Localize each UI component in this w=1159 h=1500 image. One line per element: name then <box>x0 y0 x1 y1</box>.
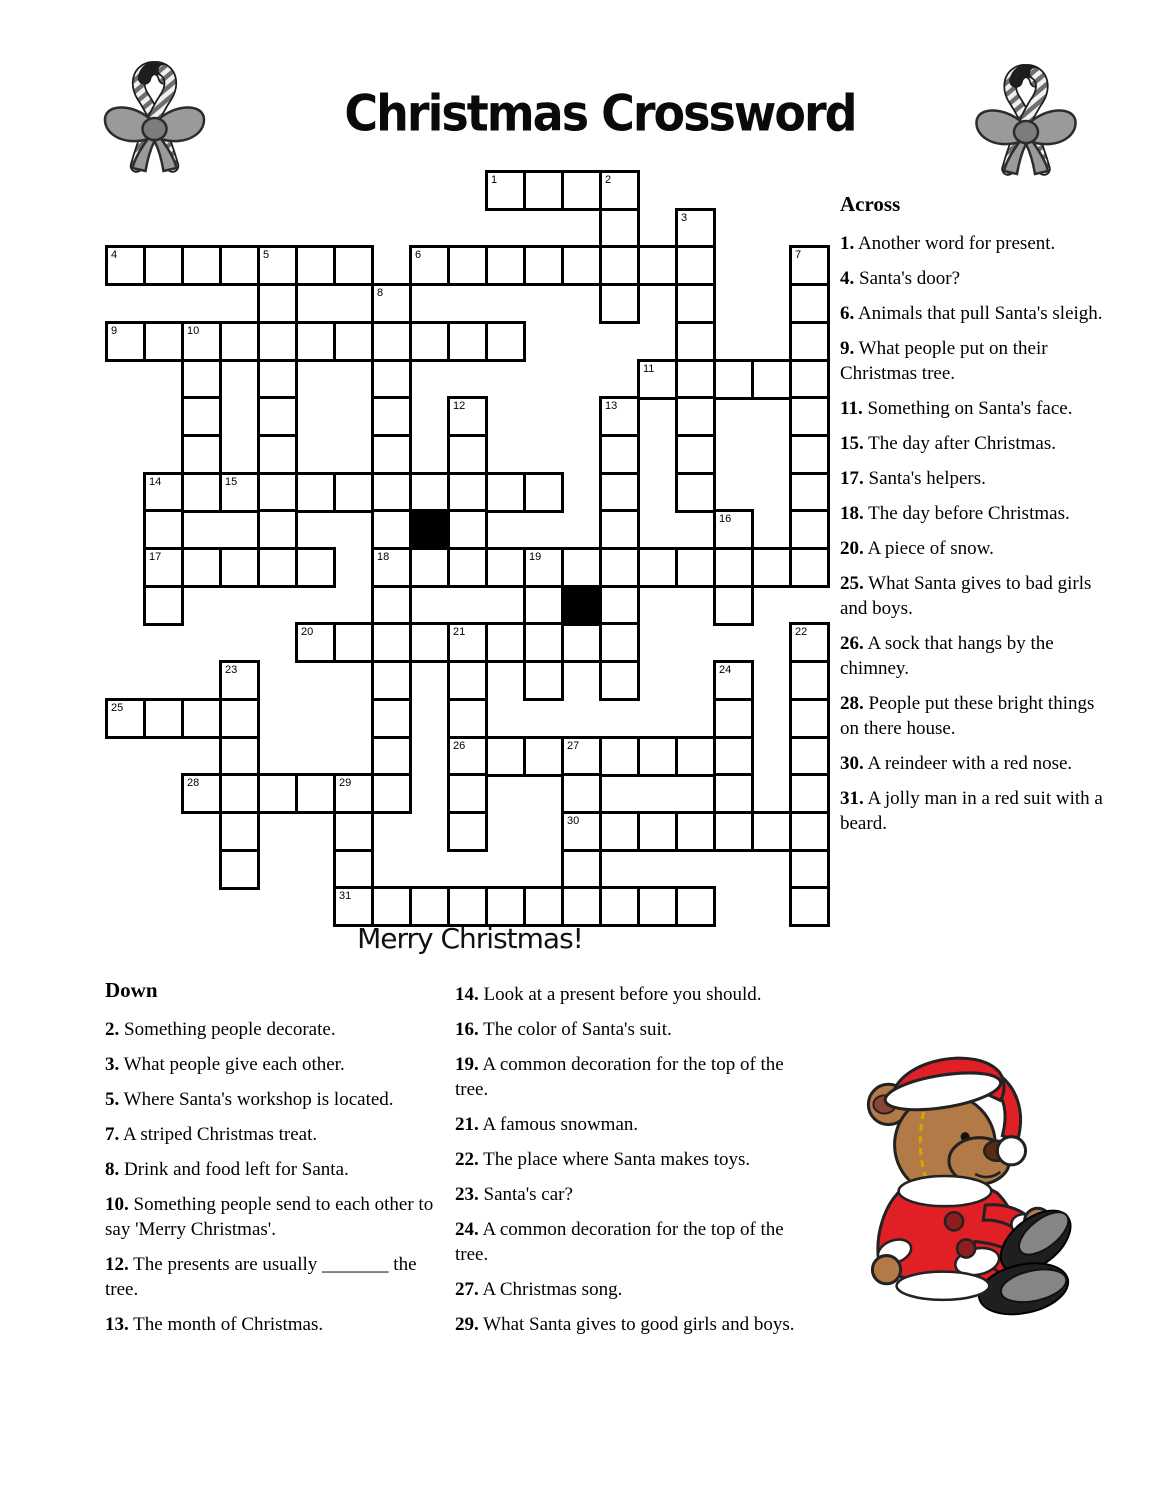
grid-cell[interactable] <box>447 811 488 852</box>
grid-cell[interactable] <box>523 660 564 701</box>
grid-cell[interactable] <box>371 736 412 777</box>
grid-cell[interactable] <box>219 547 260 588</box>
grid-cell[interactable] <box>599 736 640 777</box>
grid-cell[interactable] <box>789 509 830 550</box>
clue-number: 7. <box>105 1124 120 1145</box>
grid-cell[interactable] <box>143 698 184 739</box>
cell-number: 26 <box>453 740 466 752</box>
clue-number: 9. <box>840 338 855 359</box>
grid-cell[interactable] <box>257 321 298 362</box>
grid-cell[interactable] <box>143 509 184 550</box>
grid-cell[interactable] <box>371 660 412 701</box>
grid-cell[interactable] <box>257 773 298 814</box>
clue-13: 13. The month of Christmas. <box>105 1314 324 1335</box>
grid-cell[interactable] <box>789 359 830 400</box>
grid-cell[interactable] <box>789 660 830 701</box>
grid-cell[interactable] <box>599 622 640 663</box>
cell-number: 24 <box>719 664 732 676</box>
grid-cell[interactable] <box>751 811 792 852</box>
clue-number: 20. <box>840 538 864 559</box>
clue-4: 4. Santa's door? <box>840 268 961 289</box>
grid-cell[interactable] <box>637 736 678 777</box>
grid-cell[interactable] <box>599 509 640 550</box>
clue-19: 19. A common decoration for the top of the tree. <box>455 1054 784 1100</box>
grid-cell[interactable] <box>447 622 488 663</box>
clue-number: 27. <box>455 1279 479 1300</box>
grid-cell[interactable] <box>789 698 830 739</box>
clue-number: 4. <box>840 268 855 289</box>
grid-cell[interactable] <box>789 321 830 362</box>
grid-cell[interactable] <box>105 698 146 739</box>
grid-cell[interactable] <box>789 736 830 777</box>
grid-cell[interactable] <box>371 773 412 814</box>
black-cell <box>561 585 602 626</box>
grid-cell[interactable] <box>333 245 374 286</box>
grid-cell[interactable] <box>257 359 298 400</box>
grid-cell[interactable] <box>219 472 260 513</box>
clue-number: 31. <box>840 788 864 809</box>
grid-cell[interactable] <box>599 396 640 437</box>
grid-cell[interactable] <box>181 359 222 400</box>
grid-cell[interactable] <box>295 245 336 286</box>
grid-cell[interactable] <box>789 283 830 324</box>
grid-cell[interactable] <box>219 245 260 286</box>
grid-cell[interactable] <box>675 472 716 513</box>
grid-cell[interactable] <box>523 245 564 286</box>
cell-number: 21 <box>453 626 466 638</box>
clue-number: 28. <box>840 693 864 714</box>
page-title: Christmas Crossword <box>344 83 856 143</box>
cell-number: 2 <box>605 174 612 186</box>
clue-6: 6. Animals that pull Santa's sleigh. <box>840 303 1103 324</box>
cell-number: 22 <box>795 626 808 638</box>
cell-number: 23 <box>225 664 238 676</box>
grid-cell[interactable] <box>447 321 488 362</box>
cell-number: 9 <box>111 325 118 337</box>
merry-christmas-text: Merry Christmas! <box>357 922 583 955</box>
grid-cell[interactable] <box>333 886 374 927</box>
grid-cell[interactable] <box>485 472 526 513</box>
cell-number: 7 <box>795 249 802 261</box>
grid-cell[interactable] <box>523 472 564 513</box>
grid-cell[interactable] <box>219 321 260 362</box>
grid-cell[interactable] <box>447 886 488 927</box>
down-clue-list-continued <box>455 982 813 1337</box>
grid-cell[interactable] <box>485 547 526 588</box>
clue-31: 31. A jolly man in a red suit with a beard. <box>840 788 1103 834</box>
down-clue-list <box>105 1017 453 1337</box>
grid-cell[interactable] <box>599 472 640 513</box>
grid-cell[interactable] <box>181 698 222 739</box>
cell-number: 25 <box>111 702 124 714</box>
cell-number: 1 <box>491 174 498 186</box>
grid-cell[interactable] <box>257 472 298 513</box>
grid-cell[interactable] <box>599 547 640 588</box>
grid-cell[interactable] <box>447 434 488 475</box>
grid-cell[interactable] <box>599 660 640 701</box>
clue-26: 26. A sock that hangs by the chimney. <box>840 633 1054 679</box>
grid-cell[interactable] <box>485 245 526 286</box>
grid-cell[interactable] <box>181 547 222 588</box>
grid-cell[interactable] <box>599 245 640 286</box>
grid-cell[interactable] <box>371 359 412 400</box>
grid-cell[interactable] <box>523 170 564 211</box>
cell-number: 17 <box>149 551 162 563</box>
grid-cell[interactable] <box>181 245 222 286</box>
grid-cell[interactable] <box>789 622 830 663</box>
clue-30: 30. A reindeer with a red nose. <box>840 753 1073 774</box>
grid-cell[interactable] <box>675 283 716 324</box>
grid-cell[interactable] <box>789 396 830 437</box>
grid-cell[interactable] <box>295 622 336 663</box>
grid-cell[interactable] <box>447 547 488 588</box>
clue-24: 24. A common decoration for the top of the tree. <box>455 1219 784 1265</box>
clue-11: 11. Something on Santa's face. <box>840 398 1073 419</box>
cell-number: 3 <box>681 212 688 224</box>
grid-cell[interactable] <box>561 170 602 211</box>
grid-cell[interactable] <box>219 849 260 890</box>
across-clue-list <box>840 231 1118 836</box>
grid-cell[interactable] <box>257 434 298 475</box>
crossword-grid <box>105 170 831 934</box>
grid-cell[interactable] <box>143 472 184 513</box>
clue-16: 16. The color of Santa's suit. <box>455 1019 672 1040</box>
grid-cell[interactable] <box>561 547 602 588</box>
grid-cell[interactable] <box>333 472 374 513</box>
across-heading: Across <box>840 192 901 216</box>
grid-cell[interactable] <box>447 736 488 777</box>
santa-teddy-bear-illustration <box>826 1044 1078 1316</box>
clue-number: 30. <box>840 753 864 774</box>
grid-cell[interactable] <box>713 660 754 701</box>
grid-cell[interactable] <box>599 283 640 324</box>
grid-cell[interactable] <box>675 359 716 400</box>
grid-cell[interactable] <box>219 811 260 852</box>
grid-cell[interactable] <box>485 886 526 927</box>
grid-cell[interactable] <box>371 472 412 513</box>
clue-number: 6. <box>840 303 855 324</box>
clue-number: 11. <box>840 398 863 419</box>
clue-number: 14. <box>455 984 479 1005</box>
grid-cell[interactable] <box>637 547 678 588</box>
grid-cell[interactable] <box>789 434 830 475</box>
grid-cell[interactable] <box>561 245 602 286</box>
grid-cell[interactable] <box>637 245 678 286</box>
grid-cell[interactable] <box>295 773 336 814</box>
clue-5: 5. Where Santa's workshop is located. <box>105 1089 394 1110</box>
clue-number: 21. <box>455 1114 479 1135</box>
clue-number: 15. <box>840 433 864 454</box>
grid-cell[interactable] <box>143 245 184 286</box>
cell-number: 15 <box>225 476 238 488</box>
grid-cell[interactable] <box>257 396 298 437</box>
grid-cell[interactable] <box>485 170 526 211</box>
grid-cell[interactable] <box>485 736 526 777</box>
candy-canes-with-bow-icon <box>966 55 1086 180</box>
grid-cell[interactable] <box>637 359 678 400</box>
grid-cell[interactable] <box>371 547 412 588</box>
grid-cell[interactable] <box>371 509 412 550</box>
grid-cell[interactable] <box>409 547 450 588</box>
grid-cell[interactable] <box>371 585 412 626</box>
grid-cell[interactable] <box>143 585 184 626</box>
clue-28: 28. People put these bright things on there house. <box>840 693 1095 739</box>
grid-cell[interactable] <box>409 886 450 927</box>
clue-25: 25. What Santa gives to bad girls and boys. <box>840 573 1092 619</box>
grid-cell[interactable] <box>751 547 792 588</box>
clue-21: 21. A famous snowman. <box>455 1114 639 1135</box>
grid-cell[interactable] <box>599 434 640 475</box>
cell-number: 14 <box>149 476 162 488</box>
grid-cell[interactable] <box>561 773 602 814</box>
grid-cell[interactable] <box>523 585 564 626</box>
grid-cell[interactable] <box>371 698 412 739</box>
grid-cell[interactable] <box>485 321 526 362</box>
grid-cell[interactable] <box>447 245 488 286</box>
grid-cell[interactable] <box>675 434 716 475</box>
down-heading: Down <box>105 978 158 1002</box>
cell-number: 30 <box>567 815 580 827</box>
grid-cell[interactable] <box>789 773 830 814</box>
grid-cell[interactable] <box>295 472 336 513</box>
clue-number: 24. <box>455 1219 479 1240</box>
grid-cell[interactable] <box>295 321 336 362</box>
grid-cell[interactable] <box>675 245 716 286</box>
clue-3: 3. What people give each other. <box>105 1054 345 1075</box>
grid-cell[interactable] <box>371 434 412 475</box>
clue-14: 14. Look at a present before you should. <box>455 984 762 1005</box>
grid-cell[interactable] <box>789 472 830 513</box>
clue-number: 5. <box>105 1089 120 1110</box>
clue-23: 23. Santa's car? <box>455 1184 573 1205</box>
grid-cell[interactable] <box>789 886 830 927</box>
grid-cell[interactable] <box>599 170 640 211</box>
grid-cell[interactable] <box>789 547 830 588</box>
grid-cell[interactable] <box>637 886 678 927</box>
grid-cell[interactable] <box>599 886 640 927</box>
candy-canes-with-bow-icon <box>92 52 217 177</box>
grid-cell[interactable] <box>371 622 412 663</box>
grid-cell[interactable] <box>333 622 374 663</box>
grid-cell[interactable] <box>561 622 602 663</box>
grid-cell[interactable] <box>257 245 298 286</box>
grid-cell[interactable] <box>447 698 488 739</box>
cell-number: 5 <box>263 249 270 261</box>
clue-number: 8. <box>105 1159 120 1180</box>
clue-27: 27. A Christmas song. <box>455 1279 623 1300</box>
grid-cell[interactable] <box>143 547 184 588</box>
grid-cell[interactable] <box>675 736 716 777</box>
clue-15: 15. The day after Christmas. <box>840 433 1056 454</box>
clue-number: 13. <box>105 1314 129 1335</box>
clue-9: 9. What people put on their Christmas tree. <box>840 338 1048 384</box>
grid-cell[interactable] <box>181 773 222 814</box>
grid-cell[interactable] <box>447 472 488 513</box>
grid-cell[interactable] <box>599 585 640 626</box>
clue-number: 12. <box>105 1254 129 1275</box>
grid-cell[interactable] <box>371 396 412 437</box>
grid-cell[interactable] <box>143 321 184 362</box>
grid-cell[interactable] <box>713 509 754 550</box>
grid-cell[interactable] <box>675 886 716 927</box>
cell-number: 19 <box>529 551 542 563</box>
clue-number: 25. <box>840 573 864 594</box>
clue-18: 18. The day before Christmas. <box>840 503 1070 524</box>
grid-cell[interactable] <box>409 622 450 663</box>
cell-number: 29 <box>339 777 352 789</box>
grid-cell[interactable] <box>447 660 488 701</box>
grid-cell[interactable] <box>409 472 450 513</box>
clue-12: 12. The presents are usually _______ the tree. <box>105 1254 417 1300</box>
clue-number: 22. <box>455 1149 479 1170</box>
grid-cell[interactable] <box>181 434 222 475</box>
grid-cell[interactable] <box>713 547 754 588</box>
clue-number: 18. <box>840 503 864 524</box>
grid-cell[interactable] <box>105 321 146 362</box>
clue-number: 23. <box>455 1184 479 1205</box>
grid-cell[interactable] <box>333 849 374 890</box>
grid-cell[interactable] <box>561 886 602 927</box>
clue-10: 10. Something people send to each other to say 'Merry Christmas'. <box>105 1194 434 1240</box>
grid-cell[interactable] <box>523 622 564 663</box>
grid-cell[interactable] <box>713 811 754 852</box>
clue-number: 1. <box>840 233 855 254</box>
cell-number: 20 <box>301 626 314 638</box>
grid-cell[interactable] <box>599 811 640 852</box>
clue-number: 26. <box>840 633 864 654</box>
clue-17: 17. Santa's helpers. <box>840 468 986 489</box>
grid-cell[interactable] <box>219 698 260 739</box>
clue-22: 22. The place where Santa makes toys. <box>455 1149 751 1170</box>
cell-number: 4 <box>111 249 118 261</box>
cell-number: 6 <box>415 249 422 261</box>
across-clues-section <box>840 192 1118 846</box>
grid-cell[interactable] <box>105 245 146 286</box>
clue-number: 19. <box>455 1054 479 1075</box>
grid-cell[interactable] <box>295 547 336 588</box>
cell-number: 16 <box>719 513 732 525</box>
clue-29: 29. What Santa gives to good girls and boys. <box>455 1314 795 1335</box>
grid-cell[interactable] <box>789 811 830 852</box>
grid-cell[interactable] <box>371 283 412 324</box>
grid-cell[interactable] <box>181 396 222 437</box>
grid-cell[interactable] <box>713 359 754 400</box>
clue-20: 20. A piece of snow. <box>840 538 994 559</box>
grid-cell[interactable] <box>219 660 260 701</box>
grid-cell[interactable] <box>447 509 488 550</box>
grid-cell[interactable] <box>675 547 716 588</box>
grid-cell[interactable] <box>181 472 222 513</box>
grid-cell[interactable] <box>789 245 830 286</box>
grid-cell[interactable] <box>257 509 298 550</box>
grid-cell[interactable] <box>675 396 716 437</box>
grid-cell[interactable] <box>447 396 488 437</box>
grid-cell[interactable] <box>675 321 716 362</box>
grid-cell[interactable] <box>675 208 716 249</box>
grid-cell[interactable] <box>713 585 754 626</box>
grid-cell[interactable] <box>599 208 640 249</box>
grid-cell[interactable] <box>409 321 450 362</box>
clue-2: 2. Something people decorate. <box>105 1019 336 1040</box>
grid-cell[interactable] <box>219 736 260 777</box>
grid-cell[interactable] <box>561 811 602 852</box>
clue-number: 17. <box>840 468 864 489</box>
grid-cell[interactable] <box>523 736 564 777</box>
grid-cell[interactable] <box>371 321 412 362</box>
grid-cell[interactable] <box>257 283 298 324</box>
clue-number: 10. <box>105 1194 129 1215</box>
down-clues-continued-section <box>455 982 813 1347</box>
cell-number: 10 <box>187 325 200 337</box>
grid-cell[interactable] <box>523 547 564 588</box>
clue-8: 8. Drink and food left for Santa. <box>105 1159 349 1180</box>
grid-cell[interactable] <box>333 321 374 362</box>
grid-cell[interactable] <box>333 773 374 814</box>
cell-number: 31 <box>339 890 352 902</box>
cell-number: 28 <box>187 777 200 789</box>
clue-number: 2. <box>105 1019 120 1040</box>
clue-7: 7. A striped Christmas treat. <box>105 1124 318 1145</box>
grid-cell[interactable] <box>523 886 564 927</box>
grid-cell[interactable] <box>485 622 526 663</box>
clue-number: 29. <box>455 1314 479 1335</box>
clue-1: 1. Another word for present. <box>840 233 1056 254</box>
down-clues-section <box>105 978 453 1347</box>
grid-cell[interactable] <box>447 773 488 814</box>
cell-number: 12 <box>453 400 466 412</box>
cell-number: 11 <box>643 363 655 375</box>
grid-cell[interactable] <box>637 811 678 852</box>
grid-cell[interactable] <box>713 773 754 814</box>
grid-cell[interactable] <box>675 811 716 852</box>
grid-cell[interactable] <box>219 773 260 814</box>
clue-number: 16. <box>455 1019 479 1040</box>
grid-cell[interactable] <box>181 321 222 362</box>
grid-cell[interactable] <box>333 811 374 852</box>
clue-number: 3. <box>105 1054 120 1075</box>
grid-cell[interactable] <box>561 849 602 890</box>
black-cell <box>409 509 450 550</box>
grid-cell[interactable] <box>371 886 412 927</box>
grid-cell[interactable] <box>409 245 450 286</box>
cell-number: 8 <box>377 287 384 299</box>
cell-number: 13 <box>605 400 618 412</box>
cell-number: 18 <box>377 551 390 563</box>
grid-cell[interactable] <box>789 849 830 890</box>
grid-cell[interactable] <box>751 359 792 400</box>
grid-cell[interactable] <box>561 736 602 777</box>
grid-cell[interactable] <box>257 547 298 588</box>
grid-cell[interactable] <box>713 736 754 777</box>
grid-cell[interactable] <box>713 698 754 739</box>
cell-number: 27 <box>567 740 580 752</box>
